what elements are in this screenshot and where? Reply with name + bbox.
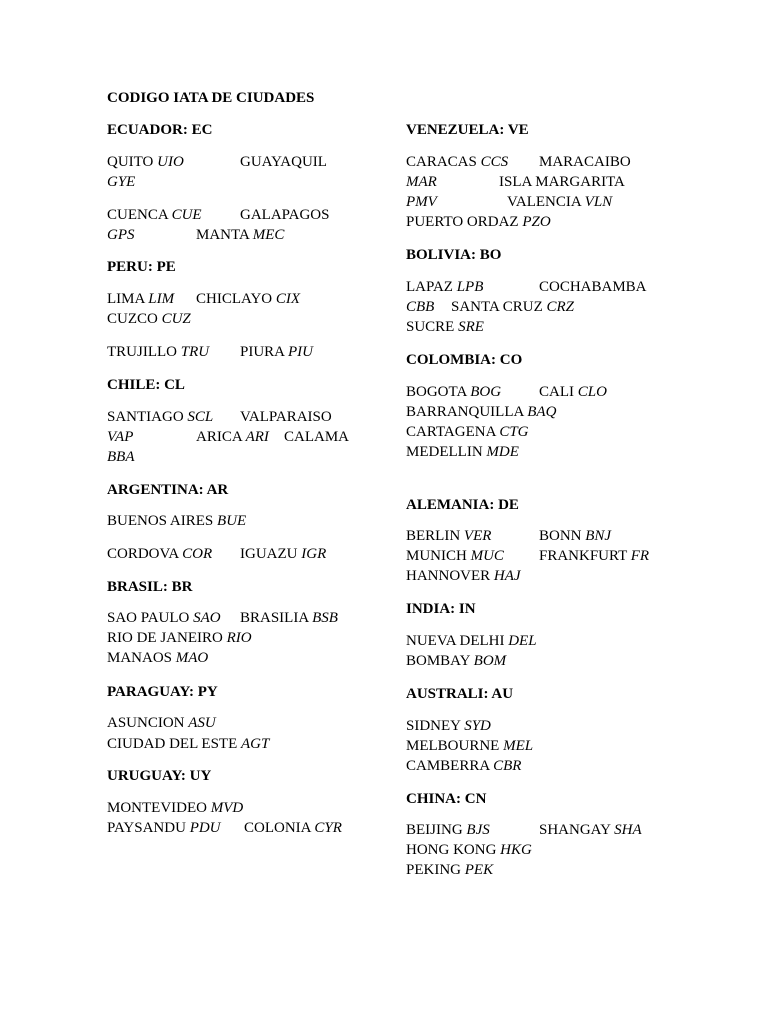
city-name: CORDOVA [107, 546, 179, 562]
city-entry [406, 736, 533, 756]
iata-code: CLO [577, 384, 607, 400]
city-name: SHANGAY [539, 822, 611, 838]
city-name: CALAMA [284, 429, 350, 445]
iata-code: PZO [522, 214, 551, 230]
city-entry [451, 297, 574, 317]
city-entry [107, 648, 208, 668]
city-name: PIURA [240, 344, 285, 360]
city-entry [107, 544, 212, 564]
iata-code: HAJ [493, 568, 521, 584]
city-entry [406, 651, 506, 671]
city-entry [196, 289, 300, 309]
iata-code: BAQ [527, 404, 557, 420]
city-entry [244, 818, 342, 838]
iata-code: MDE [486, 444, 519, 460]
city-name: CALI [539, 384, 574, 400]
city-entry [406, 402, 556, 422]
city-entry [539, 526, 611, 546]
city-name: ARICA [196, 429, 242, 445]
iata-code: PEK [464, 862, 494, 878]
iata-code: CIX [275, 291, 301, 307]
iata-code: VER [463, 528, 492, 544]
city-name: RIO DE JANEIRO [107, 630, 223, 646]
iata-code: MVD [210, 800, 244, 816]
city-entry [539, 382, 607, 402]
city-entry [107, 511, 246, 531]
city-name: VALENCIA [507, 194, 581, 210]
city-entry [107, 734, 269, 754]
city-entry [107, 818, 221, 838]
city-name: SIDNEY [406, 718, 461, 734]
city-entry [406, 212, 551, 232]
page-title: CODIGO IATA DE CIUDADES [107, 90, 315, 106]
city-name: PUERTO ORDAZ [406, 214, 519, 230]
city-entry [507, 192, 612, 212]
country-heading: BOLIVIA: BO [406, 247, 502, 263]
city-entry [240, 544, 326, 564]
iata-code: PIU [287, 344, 313, 360]
city-name: MONTEVIDEO [107, 800, 207, 816]
city-name: PAYSANDU [107, 820, 186, 836]
city-name: MANAOS [107, 650, 173, 666]
iata-code: GPS [107, 227, 135, 243]
iata-code: BUE [217, 513, 247, 529]
country-heading: ECUADOR: EC [107, 122, 213, 138]
city-entry [284, 427, 349, 447]
city-name: CHICLAYO [196, 291, 273, 307]
iata-code: BOM [473, 653, 507, 669]
city-name: SAO PAULO [107, 610, 190, 626]
city-name: MELBOURNE [406, 738, 500, 754]
iata-code: SRE [458, 319, 484, 335]
city-name: NUEVA DELHI [406, 633, 505, 649]
country-heading: BRASIL: BR [107, 579, 193, 595]
city-entry [406, 820, 490, 840]
iata-code: SYD [464, 718, 491, 734]
country-heading: ARGENTINA: AR [107, 482, 229, 498]
iata-code: CUZ [161, 311, 191, 327]
city-entry [406, 382, 501, 402]
iata-code: VLN [584, 194, 613, 210]
city-name: CIUDAD DEL ESTE [107, 736, 238, 752]
iata-code: LPB [456, 279, 484, 295]
country-heading: URUGUAY: UY [107, 768, 212, 784]
iata-code: RIO [226, 630, 252, 646]
city-name: BOGOTA [406, 384, 467, 400]
city-entry [406, 546, 504, 566]
city-entry [107, 205, 202, 225]
city-name: CARACAS [406, 154, 477, 170]
city-name: BEIJING [406, 822, 463, 838]
city-name: BOMBAY [406, 653, 470, 669]
city-name: QUITO [107, 154, 154, 170]
city-entry [406, 442, 519, 462]
country-heading: CHILE: CL [107, 377, 185, 393]
city-name: CAMBERRA [406, 758, 490, 774]
iata-code: ARI [245, 429, 269, 445]
country-heading: PERU: PE [107, 259, 176, 275]
city-entry [406, 526, 491, 546]
city-entry [539, 546, 649, 566]
iata-code: HKG [500, 842, 532, 858]
city-entry [406, 631, 537, 651]
city-entry [107, 713, 216, 733]
city-entry [539, 277, 647, 297]
iata-code: SAO [193, 610, 221, 626]
iata-code: PDU [189, 820, 221, 836]
iata-code: BSB [312, 610, 338, 626]
iata-code: IGR [301, 546, 327, 562]
city-entry [406, 860, 493, 880]
city-name: SANTA CRUZ [451, 299, 543, 315]
city-name: SUCRE [406, 319, 455, 335]
country-heading: CHINA: CN [406, 791, 487, 807]
country-heading: PARAGUAY: PY [107, 684, 218, 700]
city-entry [240, 407, 332, 427]
city-name: MUNICH [406, 548, 467, 564]
iata-code: TRU [180, 344, 210, 360]
iata-code: BNJ [585, 528, 612, 544]
city-entry [240, 152, 327, 172]
city-entry [406, 716, 491, 736]
city-entry [107, 798, 243, 818]
city-entry [406, 317, 484, 337]
city-name: PEKING [406, 862, 461, 878]
city-name: ISLA MARGARITA [499, 174, 625, 190]
city-entry [499, 172, 625, 192]
iata-code: UIO [157, 154, 184, 170]
iata-code: AGT [241, 736, 270, 752]
iata-code: BBA [107, 449, 135, 465]
city-name: BRASILIA [240, 610, 309, 626]
iata-code: LIM [148, 291, 175, 307]
city-entry [107, 152, 184, 172]
city-entry [406, 840, 532, 860]
city-entry [539, 152, 631, 172]
city-name: GUAYAQUIL [240, 154, 327, 170]
city-entry [539, 820, 642, 840]
iata-code: MAO [175, 650, 209, 666]
city-name: LAPAZ [406, 279, 453, 295]
city-entry [406, 756, 521, 776]
city-name: COCHABAMBA [539, 279, 647, 295]
city-entry [107, 407, 213, 427]
iata-code: SCL [187, 409, 214, 425]
city-name: BARRANQUILLA [406, 404, 524, 420]
iata-code: MEC [252, 227, 285, 243]
city-name: GALAPAGOS [240, 207, 330, 223]
iata-code: MEL [503, 738, 534, 754]
iata-code: DEL [508, 633, 537, 649]
country-heading: AUSTRALI: AU [406, 686, 514, 702]
city-entry [196, 427, 269, 447]
city-entry [240, 205, 329, 225]
city-name: COLONIA [244, 820, 311, 836]
city-name: HANNOVER [406, 568, 491, 584]
iata-code: CBB [406, 299, 435, 315]
iata-code: GYE [107, 174, 136, 190]
city-name: VALPARAISO [240, 409, 332, 425]
city-entry [406, 152, 508, 172]
country-heading: INDIA: IN [406, 601, 476, 617]
city-name: LIMA [107, 291, 145, 307]
city-name: MARACAIBO [539, 154, 631, 170]
city-name: SANTIAGO [107, 409, 184, 425]
city-name: MEDELLIN [406, 444, 483, 460]
iata-code: CCS [480, 154, 509, 170]
city-name: HONG KONG [406, 842, 497, 858]
city-name: CUZCO [107, 311, 158, 327]
iata-code: CYR [314, 820, 342, 836]
iata-code: CUE [171, 207, 202, 223]
city-name: IGUAZU [240, 546, 298, 562]
city-entry [107, 608, 221, 628]
city-name: BUENOS AIRES [107, 513, 214, 529]
iata-code: CBR [493, 758, 522, 774]
iata-code: VAP [107, 429, 134, 445]
country-heading: COLOMBIA: CO [406, 352, 523, 368]
city-entry [196, 225, 284, 245]
city-name: TRUJILLO [107, 344, 177, 360]
city-name: ASUNCION [107, 715, 185, 731]
iata-code: SHA [614, 822, 642, 838]
city-entry [107, 289, 174, 309]
city-name: CARTAGENA [406, 424, 496, 440]
iata-code: PMV [406, 194, 437, 210]
iata-code: MUC [470, 548, 504, 564]
city-entry [107, 309, 191, 329]
city-entry [240, 342, 313, 362]
city-entry [406, 277, 483, 297]
city-name: MANTA [196, 227, 249, 243]
city-entry [107, 342, 209, 362]
iata-code: ASU [188, 715, 216, 731]
country-heading: VENEZUELA: VE [406, 122, 529, 138]
city-entry [240, 608, 338, 628]
iata-code: CRZ [546, 299, 574, 315]
city-entry [406, 566, 521, 586]
city-name: BERLIN [406, 528, 461, 544]
city-entry [107, 628, 252, 648]
city-name: CUENCA [107, 207, 168, 223]
city-entry [406, 422, 529, 442]
iata-code: CTG [499, 424, 529, 440]
iata-code: FR [630, 548, 650, 564]
city-name: BONN [539, 528, 582, 544]
iata-code: MAR [406, 174, 437, 190]
iata-code: BJS [466, 822, 490, 838]
iata-code: COR [182, 546, 213, 562]
city-name: FRANKFURT [539, 548, 628, 564]
country-heading: ALEMANIA: DE [406, 497, 519, 513]
iata-code: BOG [470, 384, 502, 400]
